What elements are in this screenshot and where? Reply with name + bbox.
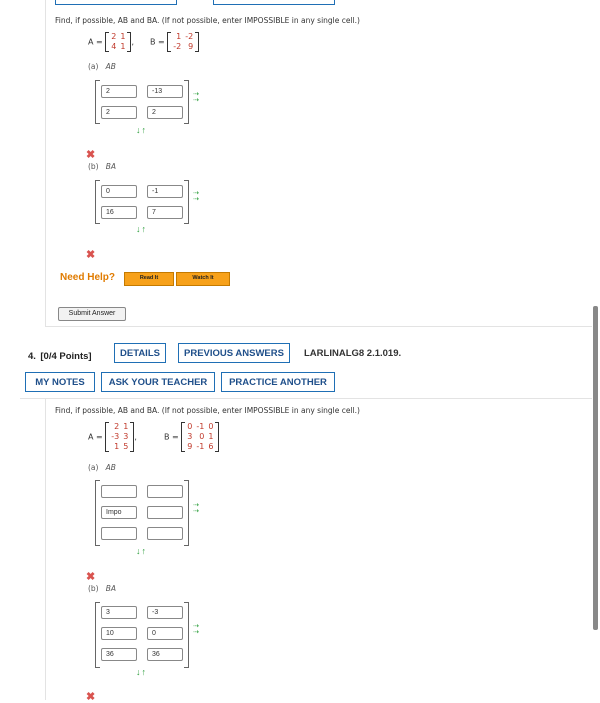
a-cell: 4 (111, 42, 117, 51)
watch-it-button[interactable]: Watch It (176, 272, 230, 286)
part-label: (a) (88, 463, 99, 472)
a-cell: 5 (123, 442, 129, 451)
part-label: (b) (88, 584, 99, 593)
answer-cell[interactable]: Impo (101, 506, 137, 519)
incorrect-x-icon: ✖ (86, 249, 96, 261)
part-name: BA (105, 162, 117, 171)
answer-cell[interactable] (147, 485, 183, 498)
part-name: BA (105, 584, 117, 593)
right-bracket (184, 80, 189, 124)
answer-cell[interactable] (101, 485, 137, 498)
b-cell: 3 (187, 432, 193, 441)
add-column-arrows-icon[interactable]: ⇢ ⇢ (193, 502, 199, 515)
part-label: (b) (88, 162, 99, 171)
b-cell: 6 (208, 442, 214, 451)
left-bracket (95, 480, 100, 546)
incorrect-x-icon: ✖ (86, 149, 96, 161)
a-cell: 1 (120, 42, 126, 51)
answer-cell[interactable]: 0 (101, 185, 137, 198)
part-name: AB (105, 62, 116, 71)
add-column-arrows-icon[interactable]: ⇢ ⇢ (193, 623, 199, 636)
q4-header (28, 346, 92, 364)
answer-cell[interactable]: 0 (147, 627, 183, 640)
ask-teacher-button[interactable]: ASK YOUR TEACHER (101, 372, 215, 392)
answer-cell[interactable]: 10 (101, 627, 137, 640)
details-button[interactable]: DETAILS (114, 343, 166, 363)
practice-another-button[interactable]: PRACTICE ANOTHER (221, 372, 335, 392)
answer-cell[interactable] (101, 527, 137, 540)
right-bracket (184, 480, 189, 546)
q3-matrix-a: A = 2 1 4 1 , (88, 32, 134, 51)
incorrect-x-icon: ✖ (86, 691, 96, 703)
q3-matrix-b (150, 32, 199, 52)
a-cell: -3 (111, 432, 120, 441)
q4-matrix-a: A = 2 1 -3 3 1 5 , (88, 422, 137, 451)
scrollbar[interactable] (593, 306, 598, 630)
answer-cell[interactable]: 3 (101, 606, 137, 619)
add-row-arrows-icon[interactable]: ↓↑ (136, 546, 147, 556)
q3-part-a-label (88, 62, 116, 71)
add-row-arrows-icon[interactable]: ↓↑ (136, 667, 147, 677)
answer-cell[interactable]: 2 (147, 106, 183, 119)
part-label: (a) (88, 62, 99, 71)
b-cell: -2 (185, 32, 194, 41)
question-id: LARLINALG8 2.1.019. (304, 348, 402, 359)
right-bracket (184, 602, 189, 668)
a-cell: 1 (114, 442, 120, 451)
q3-prompt: Find, if possible, AB and BA. (If not possible, enter IMPOSSIBLE in any single cell.) (55, 16, 360, 25)
b-cell: 9 (188, 42, 194, 51)
left-bracket (95, 180, 100, 224)
b-cell: -2 (173, 42, 182, 51)
q4-panel-left-border (45, 398, 46, 700)
read-it-button[interactable]: Read It (124, 272, 174, 286)
divider (45, 326, 592, 327)
a-cell: 2 (111, 32, 117, 41)
question-points: [0/4 Points] (40, 351, 92, 362)
b-cell: -1 (196, 422, 205, 431)
add-row-arrows-icon[interactable]: ↓↑ (136, 125, 147, 135)
answer-cell[interactable]: 2 (101, 85, 137, 98)
q4-part-a-label (88, 463, 116, 472)
b-cell: 9 (187, 442, 193, 451)
part-name: AB (105, 463, 116, 472)
q3-part-b-label (88, 162, 116, 171)
answer-cell[interactable]: -13 (147, 85, 183, 98)
my-notes-button[interactable]: MY NOTES (25, 372, 95, 392)
incorrect-x-icon: ✖ (86, 571, 96, 583)
need-help-label: Need Help? (60, 272, 116, 283)
left-bracket (95, 602, 100, 668)
matrix-b-label: B = (164, 432, 179, 442)
matrix-a-label: A = (88, 37, 103, 47)
right-bracket (184, 180, 189, 224)
b-cell: -1 (196, 442, 205, 451)
answer-cell[interactable] (147, 506, 183, 519)
question-number: 4. (28, 351, 36, 362)
submit-answer-button[interactable]: Submit Answer (58, 307, 126, 321)
b-cell: 0 (187, 422, 193, 431)
answer-cell[interactable]: -1 (147, 185, 183, 198)
a-cell: 3 (123, 432, 129, 441)
matrix-b-label: B = (150, 37, 165, 47)
b-cell: 0 (199, 432, 205, 441)
b-cell: 1 (176, 32, 182, 41)
add-column-arrows-icon[interactable]: ⇢ ⇢ (193, 190, 199, 203)
answer-cell[interactable]: 16 (101, 206, 137, 219)
answer-cell[interactable]: 2 (101, 106, 137, 119)
top-box-left (55, 0, 177, 5)
q4-matrix-b (164, 422, 219, 452)
answer-cell[interactable] (147, 527, 183, 540)
q3-panel-left-border (45, 0, 46, 326)
add-column-arrows-icon[interactable]: ⇢ ⇢ (193, 91, 199, 104)
a-cell: 1 (120, 32, 126, 41)
b-cell: 1 (208, 432, 214, 441)
answer-cell[interactable]: 7 (147, 206, 183, 219)
answer-cell[interactable]: 36 (147, 648, 183, 661)
a-cell: 2 (114, 422, 120, 431)
answer-cell[interactable]: -3 (147, 606, 183, 619)
q4-prompt: Find, if possible, AB and BA. (If not possible, enter IMPOSSIBLE in any single cell.) (55, 406, 360, 415)
previous-answers-button[interactable]: PREVIOUS ANSWERS (178, 343, 290, 363)
top-box-right (213, 0, 335, 5)
a-cell: 1 (123, 422, 129, 431)
q4-part-b-label (88, 584, 116, 593)
left-bracket (95, 80, 100, 124)
b-cell: 0 (208, 422, 214, 431)
answer-cell[interactable]: 36 (101, 648, 137, 661)
add-row-arrows-icon[interactable]: ↓↑ (136, 224, 147, 234)
matrix-a-label: A = (88, 432, 103, 442)
q4-panel-top-border (20, 398, 592, 399)
